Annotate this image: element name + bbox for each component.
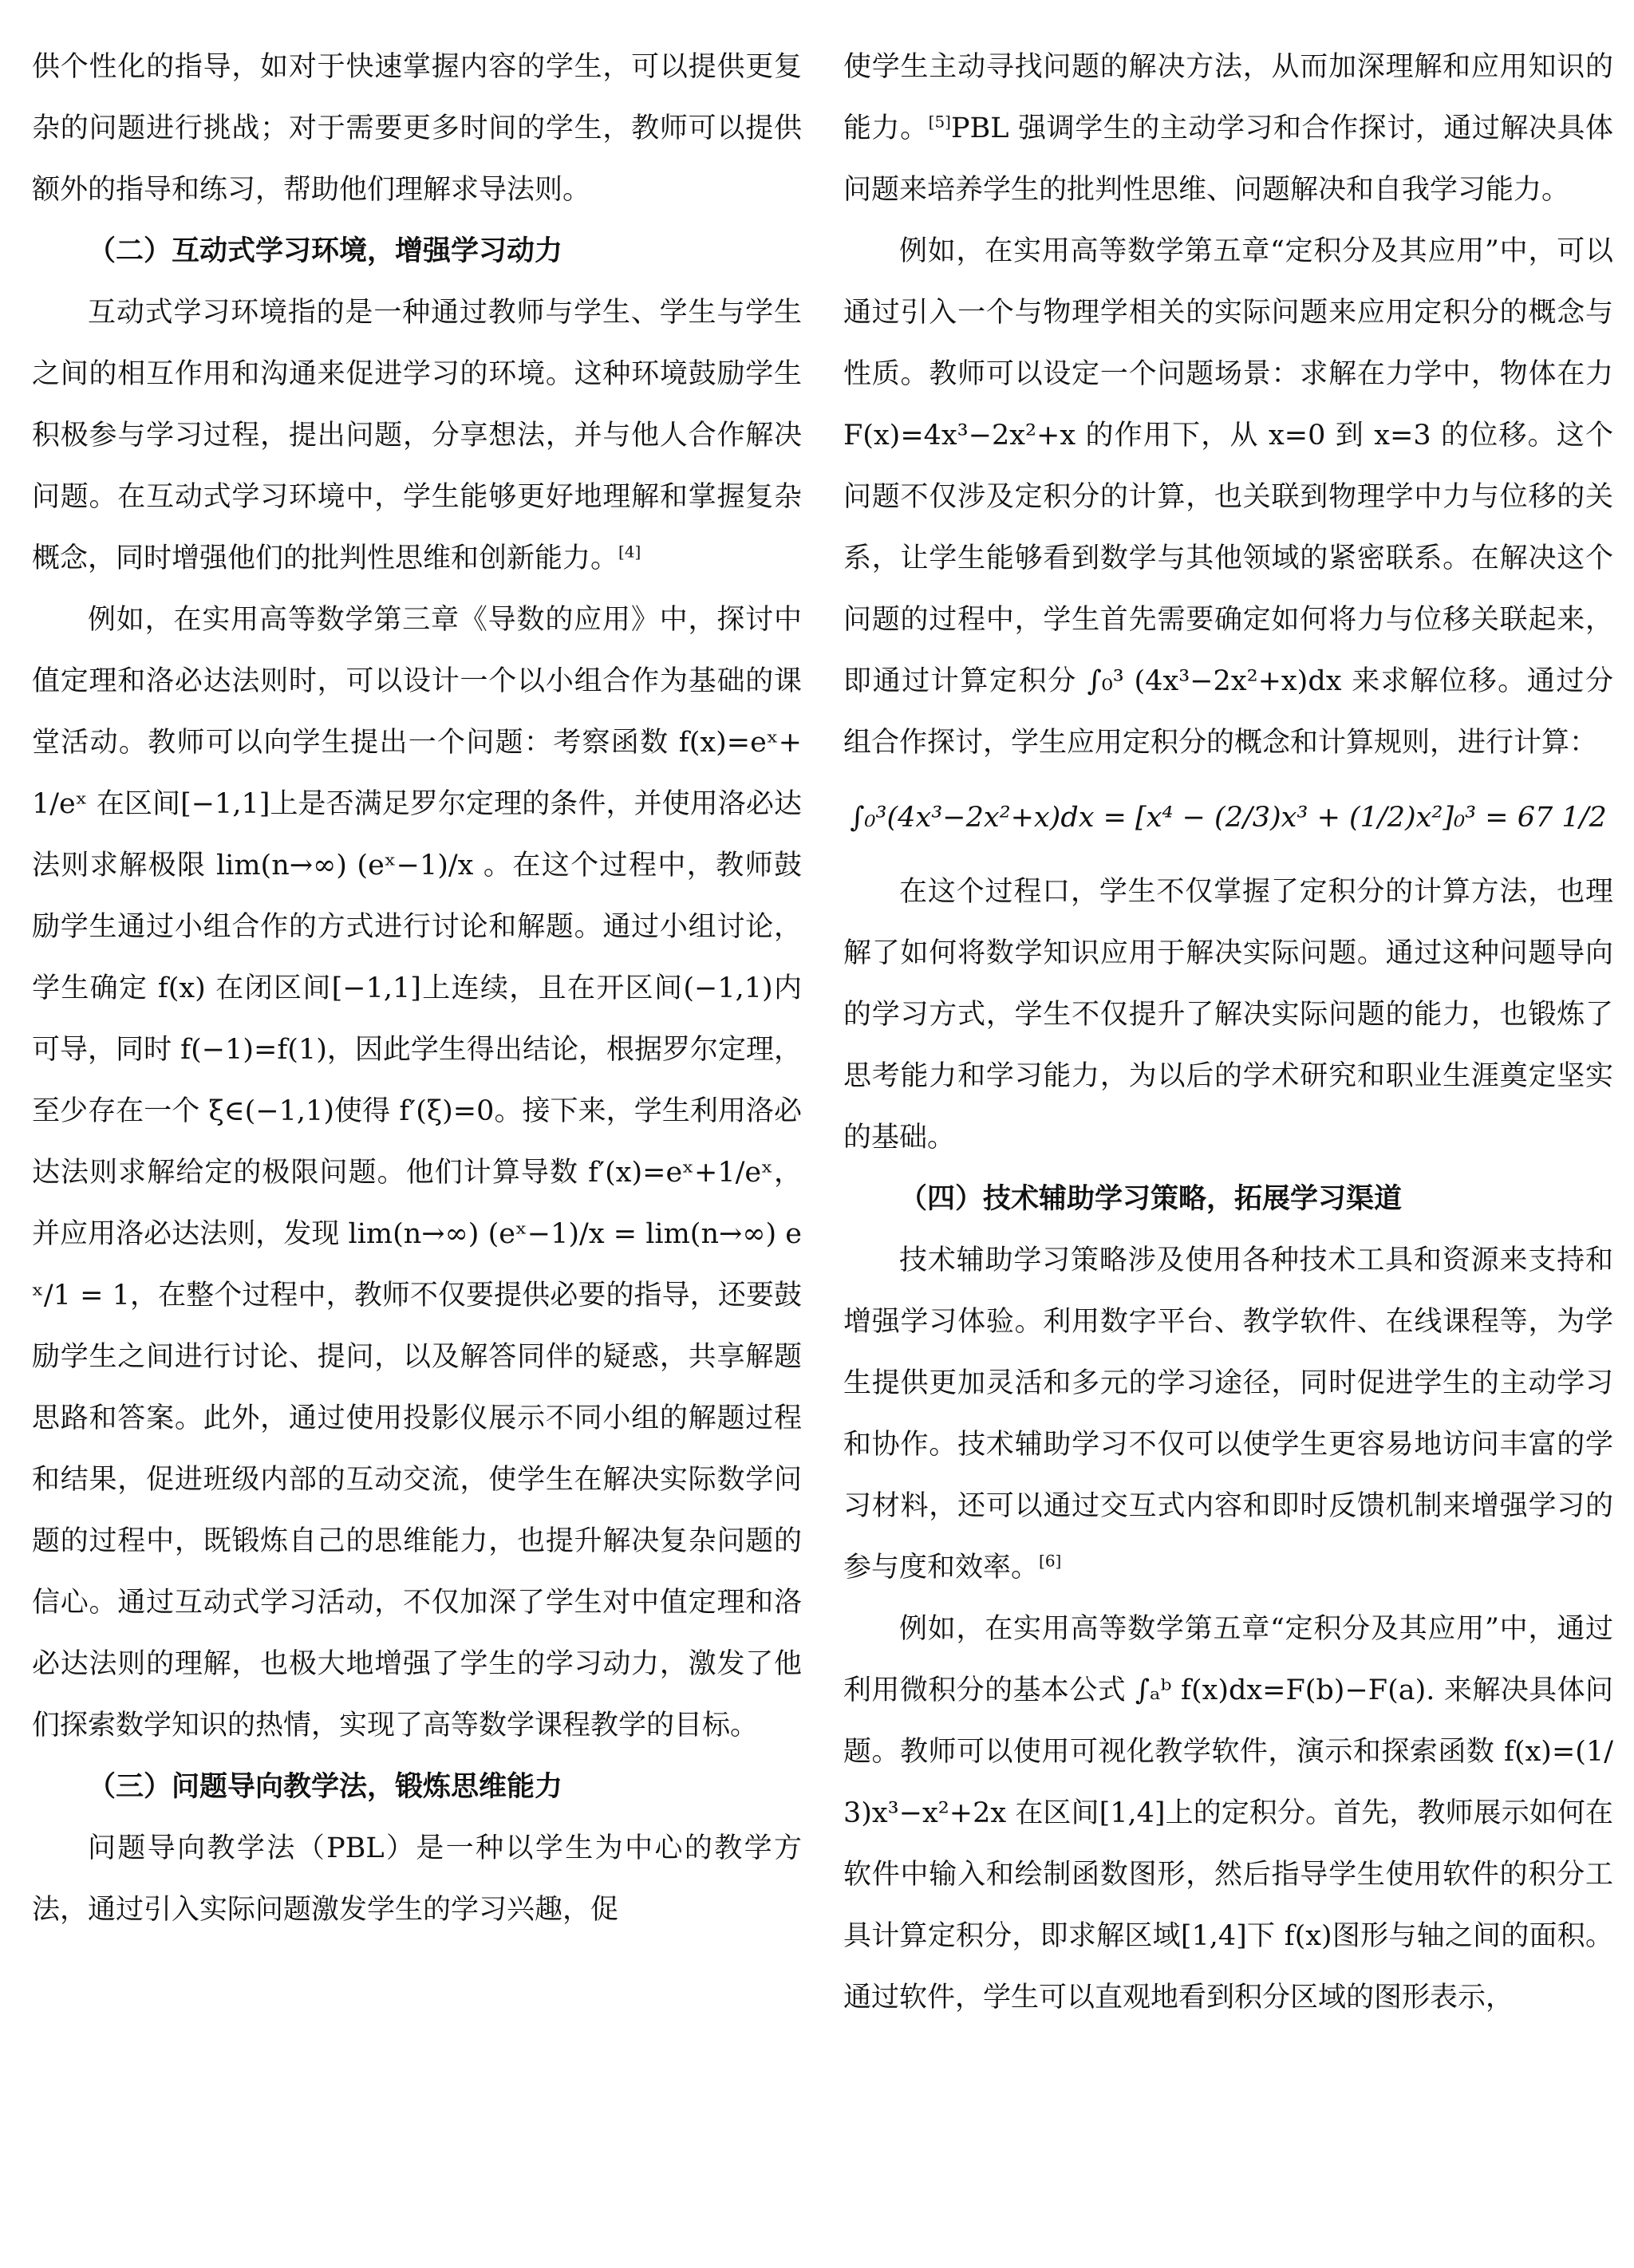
paragraph-text: 互动式学习环境指的是一种通过教师与学生、学生与学生之间的相互作用和沟通来促进学习的环境。这种环境鼓励学生积极参与学习过程，提出问题，分享想法，并与他人合作解决问题。在互动式学习环境中，学生能够更好地理解和掌握复杂概念，同时增强他们的批判性思维和创新能力。 bbox=[32, 297, 802, 574]
section-heading: （二）互动式学习环境，增强学习动力 bbox=[88, 235, 563, 267]
paragraph: 供个性化的指导，如对于快速掌握内容的学生，可以提供更复杂的问题进行挑战；对于需要更多时间的学生，教师可以提供额外的指导和练习，帮助他们理解求导法则。 bbox=[32, 51, 802, 206]
paragraph bbox=[843, 37, 1613, 221]
section-heading: （四）技术辅助学习策略，拓展学习渠道 bbox=[899, 1183, 1403, 1215]
paragraph: 例如，在实用高等数学第五章“定积分及其应用”中，通过利用微积分的基本公式 ∫ₐᵇ f(x)dx=F(b)−F(a). 来解决具体问题。教师可以使用可视化教学软件，演示和探索函数 f(x)=(1/3)x³−x²+2x 在区间[1,4]上的定积分。首先，教师展示如何在软件中输入和绘制函数图形，然后指导学生使用软件的积分工具计算定积分，即求解区域[1,4]下 f(x)图形与轴之间的面积。通过软件，学生可以直观地看到积分区域的图形表示， bbox=[843, 1613, 1613, 2014]
paragraph: 问题导向教学法（PBL）是一种以学生为中心的教学方法，通过引入实际问题激发学生的学习兴趣，促 bbox=[32, 1832, 802, 1926]
integral-formula: ∫₀³(4x³−2x²+x)dx = [x⁴ − (2/3)x³ + (1/2)x²]₀³ = 67 1/2 bbox=[850, 802, 1607, 834]
paragraph: 例如，在实用高等数学第五章“定积分及其应用”中，可以通过引入一个与物理学相关的实际问题来应用定积分的概念与性质。教师可以设定一个问题场景：求解在力学中，物体在力 F(x)=4x³−2x²+x 的作用下，从 x=0 到 x=3 的位移。这个问题不仅涉及定积分的计算，也关联到物理学中力与位移的关系，让学生能够看到数学与其他领域的紧密联系。在解决这个问题的过程中，学生首先需要确定如何将力与位移关联起来，即通过计算定积分 ∫₀³ (4x³−2x²+x)dx 来求解位移。通过分组合作探讨，学生应用定积分的概念和计算规则，进行计算： bbox=[843, 235, 1613, 759]
paragraph bbox=[843, 1230, 1613, 1599]
left-column bbox=[32, 37, 802, 1941]
citation-ref: [6] bbox=[1039, 1551, 1062, 1571]
paragraph-text: 使学生主动寻找问题的解决方法，从而加深理解和应用知识的能力。 bbox=[843, 51, 1613, 144]
paragraph-text: 技术辅助学习策略涉及使用各种技术工具和资源来支持和增强学习体验。利用数字平台、教学软件、在线课程等，为学生提供更加灵活和多元的学习途径，同时促进学生的主动学习和协作。技术辅助学习不仅可以使学生更容易地访问丰富的学习材料，还可以通过交互式内容和即时反馈机制来增强学习的参与度和效率。 bbox=[843, 1244, 1613, 1584]
citation-ref: [5] bbox=[928, 112, 951, 132]
paragraph bbox=[32, 282, 802, 590]
paragraph: 例如，在实用高等数学第三章《导数的应用》中，探讨中值定理和洛必达法则时，可以设计一个以小组合作为基础的课堂活动。教师可以向学生提出一个问题：考察函数 f(x)=eˣ+1/eˣ 在区间[−1,1]上是否满足罗尔定理的条件，并使用洛必达法则求解极限 lim(n→∞) (eˣ−1)/x 。在这个过程中，教师鼓励学生通过小组合作的方式进行讨论和解题。通过小组讨论，学生确定 f(x) 在闭区间[−1,1]上连续，且在开区间(−1,1)内可导，同时 f(−1)=f(1)，因此学生得出结论，根据罗尔定理，至少存在一个 ξ∈(−1,1)使得 f′(ξ)=0。接下来，学生利用洛必达法则求解给定的极限问题。他们计算导数 f′(x)=eˣ+1/eˣ，并应用洛必达法则，发现 lim(n→∞) (eˣ−1)/x = lim(n→∞) eˣ/1 = 1，在整个过程中，教师不仅要提供必要的指导，还要鼓励学生之间进行讨论、提问，以及解答同伴的疑惑，共享解题思路和答案。此外，通过使用投影仪展示不同小组的解题过程和结果，促进班级内部的互动交流，使学生在解决实际数学问题的过程中，既锻炼自己的思维能力，也提升解决复杂问题的信心。通过互动式学习活动，不仅加深了学生对中值定理和洛必达法则的理解，也极大地增强了学生的学习动力，激发了他们探索数学知识的热情，实现了高等数学课程教学的目标。 bbox=[32, 604, 802, 1741]
paragraph-text: PBL 强调学生的主动学习和合作探讨，通过解决具体问题来培养学生的批判性思维、问题解决和自我学习能力。 bbox=[843, 112, 1613, 206]
section-heading: （三）问题导向教学法，锻炼思维能力 bbox=[88, 1771, 563, 1803]
right-column bbox=[843, 37, 1613, 2029]
paragraph: 在这个过程口，学生不仅掌握了定积分的计算方法，也理解了如何将数学知识应用于解决实际问题。通过这种问题导向的学习方式，学生不仅提升了解决实际问题的能力，也锻炼了思考能力和学习能力，为以后的学术研究和职业生涯奠定坚实的基础。 bbox=[843, 876, 1613, 1154]
citation-ref: [4] bbox=[618, 542, 641, 562]
